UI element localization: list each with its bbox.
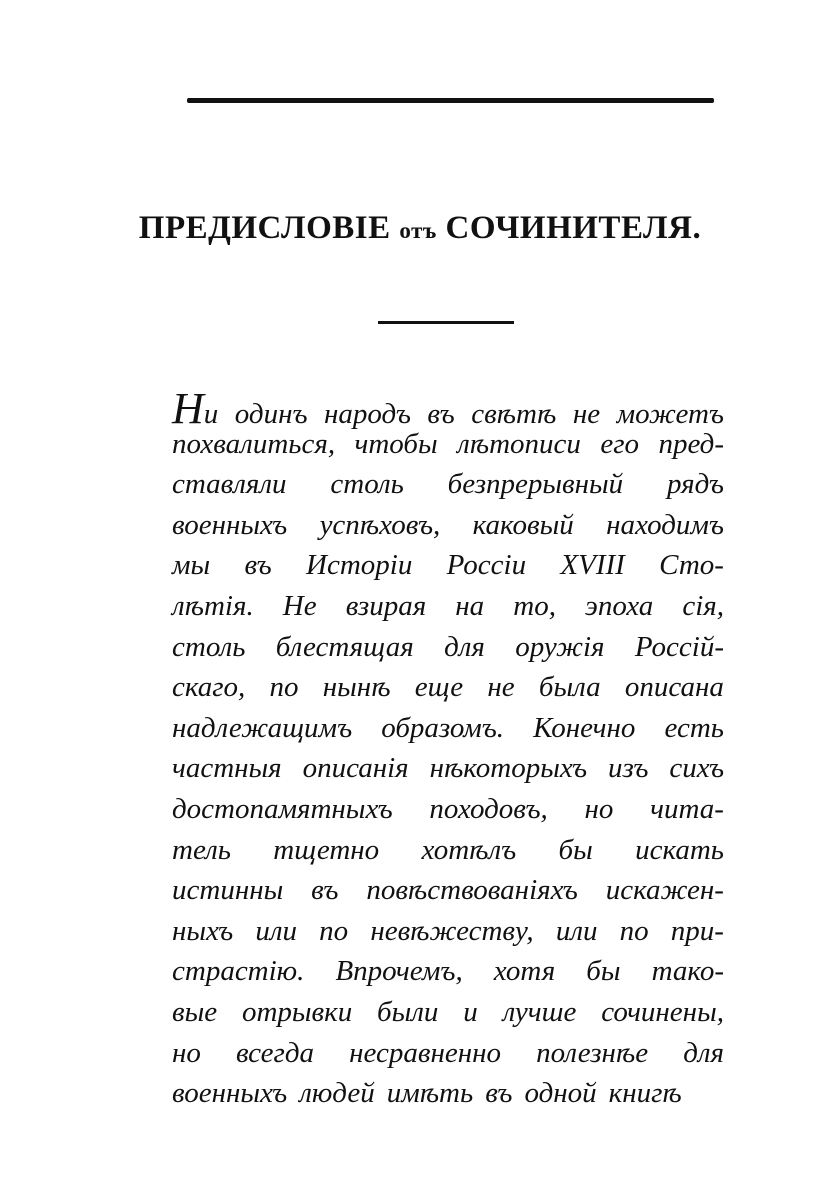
- word: не: [572, 398, 601, 430]
- word: описанія: [302, 752, 409, 785]
- text-line: [172, 384, 724, 433]
- text-line: [172, 712, 724, 753]
- word: но: [172, 1036, 201, 1069]
- page-title: [0, 210, 840, 247]
- word: по: [619, 914, 649, 947]
- word: военныхъ: [172, 508, 288, 541]
- word: Ни: [172, 384, 219, 433]
- title-divider: [378, 321, 514, 324]
- word: похвалиться,: [172, 427, 336, 460]
- text-line: [172, 468, 724, 509]
- title-connector: отъ: [399, 218, 437, 243]
- word: чтобы: [354, 427, 438, 460]
- text-line: [172, 509, 724, 550]
- text-line: [172, 874, 724, 915]
- text-line: [172, 955, 724, 996]
- word: въ: [244, 549, 272, 582]
- word: всегда: [235, 1036, 315, 1069]
- word: одинъ: [234, 398, 308, 430]
- word: эпоха: [585, 589, 654, 622]
- word: полезнѣе: [536, 1036, 649, 1069]
- word: хотѣлъ: [421, 833, 517, 866]
- text-line: [172, 549, 724, 590]
- word: скаго,: [172, 671, 246, 704]
- word: для: [444, 630, 485, 663]
- word: блестящая: [275, 630, 414, 663]
- word: чита-: [650, 792, 724, 825]
- word: сія,: [682, 589, 724, 622]
- word: людей: [299, 1077, 375, 1110]
- word: сочинены,: [601, 995, 724, 1028]
- word: при-: [670, 914, 724, 947]
- word: вые: [172, 995, 218, 1028]
- word: можетъ: [616, 398, 724, 430]
- word: для: [683, 1036, 724, 1069]
- word: сихъ: [669, 752, 724, 785]
- word: были: [377, 995, 439, 1028]
- text-line: [172, 428, 724, 469]
- word: достопамятныхъ: [172, 792, 393, 825]
- word: свѣтѣ: [471, 398, 557, 430]
- word: успѣховъ,: [319, 508, 441, 541]
- word: въ: [311, 874, 339, 907]
- word: Исторіи: [306, 549, 413, 582]
- word: лѣтописи: [457, 427, 581, 460]
- word: лѣтія.: [172, 589, 254, 622]
- title-main: ПРЕДИСЛОВІЕ: [138, 210, 391, 246]
- word: каковый: [472, 508, 574, 541]
- word: была: [538, 671, 601, 704]
- word: бы: [586, 955, 621, 988]
- preface-paragraph: [172, 384, 724, 1118]
- word: Сто-: [659, 549, 724, 582]
- text-line: [172, 590, 724, 631]
- word: страстію.: [172, 955, 305, 988]
- word: народъ: [324, 398, 411, 430]
- title-author: СОЧИНИТЕЛЯ.: [445, 210, 702, 246]
- word: по: [269, 671, 299, 704]
- word: на: [455, 589, 485, 622]
- word: по: [319, 914, 349, 947]
- word: тщетно: [273, 833, 380, 866]
- word: частныя: [172, 752, 282, 785]
- word: тель: [172, 833, 231, 866]
- word: рядъ: [667, 468, 724, 501]
- word: и: [463, 995, 478, 1028]
- word: Конечно: [533, 711, 636, 744]
- word: описана: [624, 671, 724, 704]
- word: еще: [414, 671, 464, 704]
- word: образомъ.: [381, 711, 505, 744]
- word: надлежащимъ: [172, 711, 353, 744]
- word: повѣствованіяхъ: [366, 874, 578, 907]
- word: оружія: [515, 630, 605, 663]
- word: книгѣ: [608, 1077, 682, 1110]
- word: Россій-: [634, 630, 724, 663]
- word: изъ: [608, 752, 649, 785]
- word: искать: [635, 833, 724, 866]
- word: взирая: [345, 589, 427, 622]
- word: походовъ,: [429, 792, 548, 825]
- text-line: [172, 671, 724, 712]
- word: имѣть: [386, 1077, 474, 1110]
- text-line: [172, 793, 724, 834]
- word: мы: [172, 549, 211, 582]
- word: но: [584, 792, 614, 825]
- word: или: [555, 914, 598, 947]
- text-line: [172, 915, 724, 956]
- word: отрывки: [241, 995, 353, 1028]
- word: лучше: [502, 995, 577, 1028]
- word: находимъ: [606, 508, 724, 541]
- word: есть: [664, 711, 724, 744]
- word: въ: [485, 1077, 513, 1110]
- word: одной: [524, 1077, 597, 1110]
- text-line: [172, 1037, 724, 1078]
- word: ныхъ: [172, 914, 234, 947]
- text-line: [172, 752, 724, 793]
- word: хотя: [493, 955, 556, 988]
- word: или: [255, 914, 298, 947]
- word: истинны: [172, 874, 284, 907]
- text-line: [172, 631, 724, 672]
- word: XVIII: [560, 549, 625, 582]
- word: нынѣ: [322, 671, 391, 704]
- word: ставляли: [172, 468, 287, 501]
- word: Не: [282, 589, 317, 622]
- word: невѣжеству,: [370, 914, 534, 947]
- top-rule: [187, 98, 714, 103]
- word: несравненно: [349, 1036, 501, 1069]
- word: нѣкоторыхъ: [429, 752, 588, 785]
- word: пред-: [658, 427, 724, 460]
- word: не: [487, 671, 515, 704]
- text-line: [172, 834, 724, 875]
- word: искажен-: [605, 874, 724, 907]
- text-line: [172, 996, 724, 1037]
- text-line: [172, 1077, 724, 1118]
- word: тако-: [651, 955, 724, 988]
- word: Россіи: [446, 549, 527, 582]
- word: столь: [172, 630, 246, 663]
- word: военныхъ: [172, 1077, 288, 1110]
- word: бы: [558, 833, 593, 866]
- word: въ: [427, 398, 455, 430]
- word: его: [600, 427, 640, 460]
- word: то,: [513, 589, 556, 622]
- word: столь: [330, 468, 404, 501]
- word: Впрочемъ,: [335, 955, 463, 988]
- word: безпрерывный: [447, 468, 624, 501]
